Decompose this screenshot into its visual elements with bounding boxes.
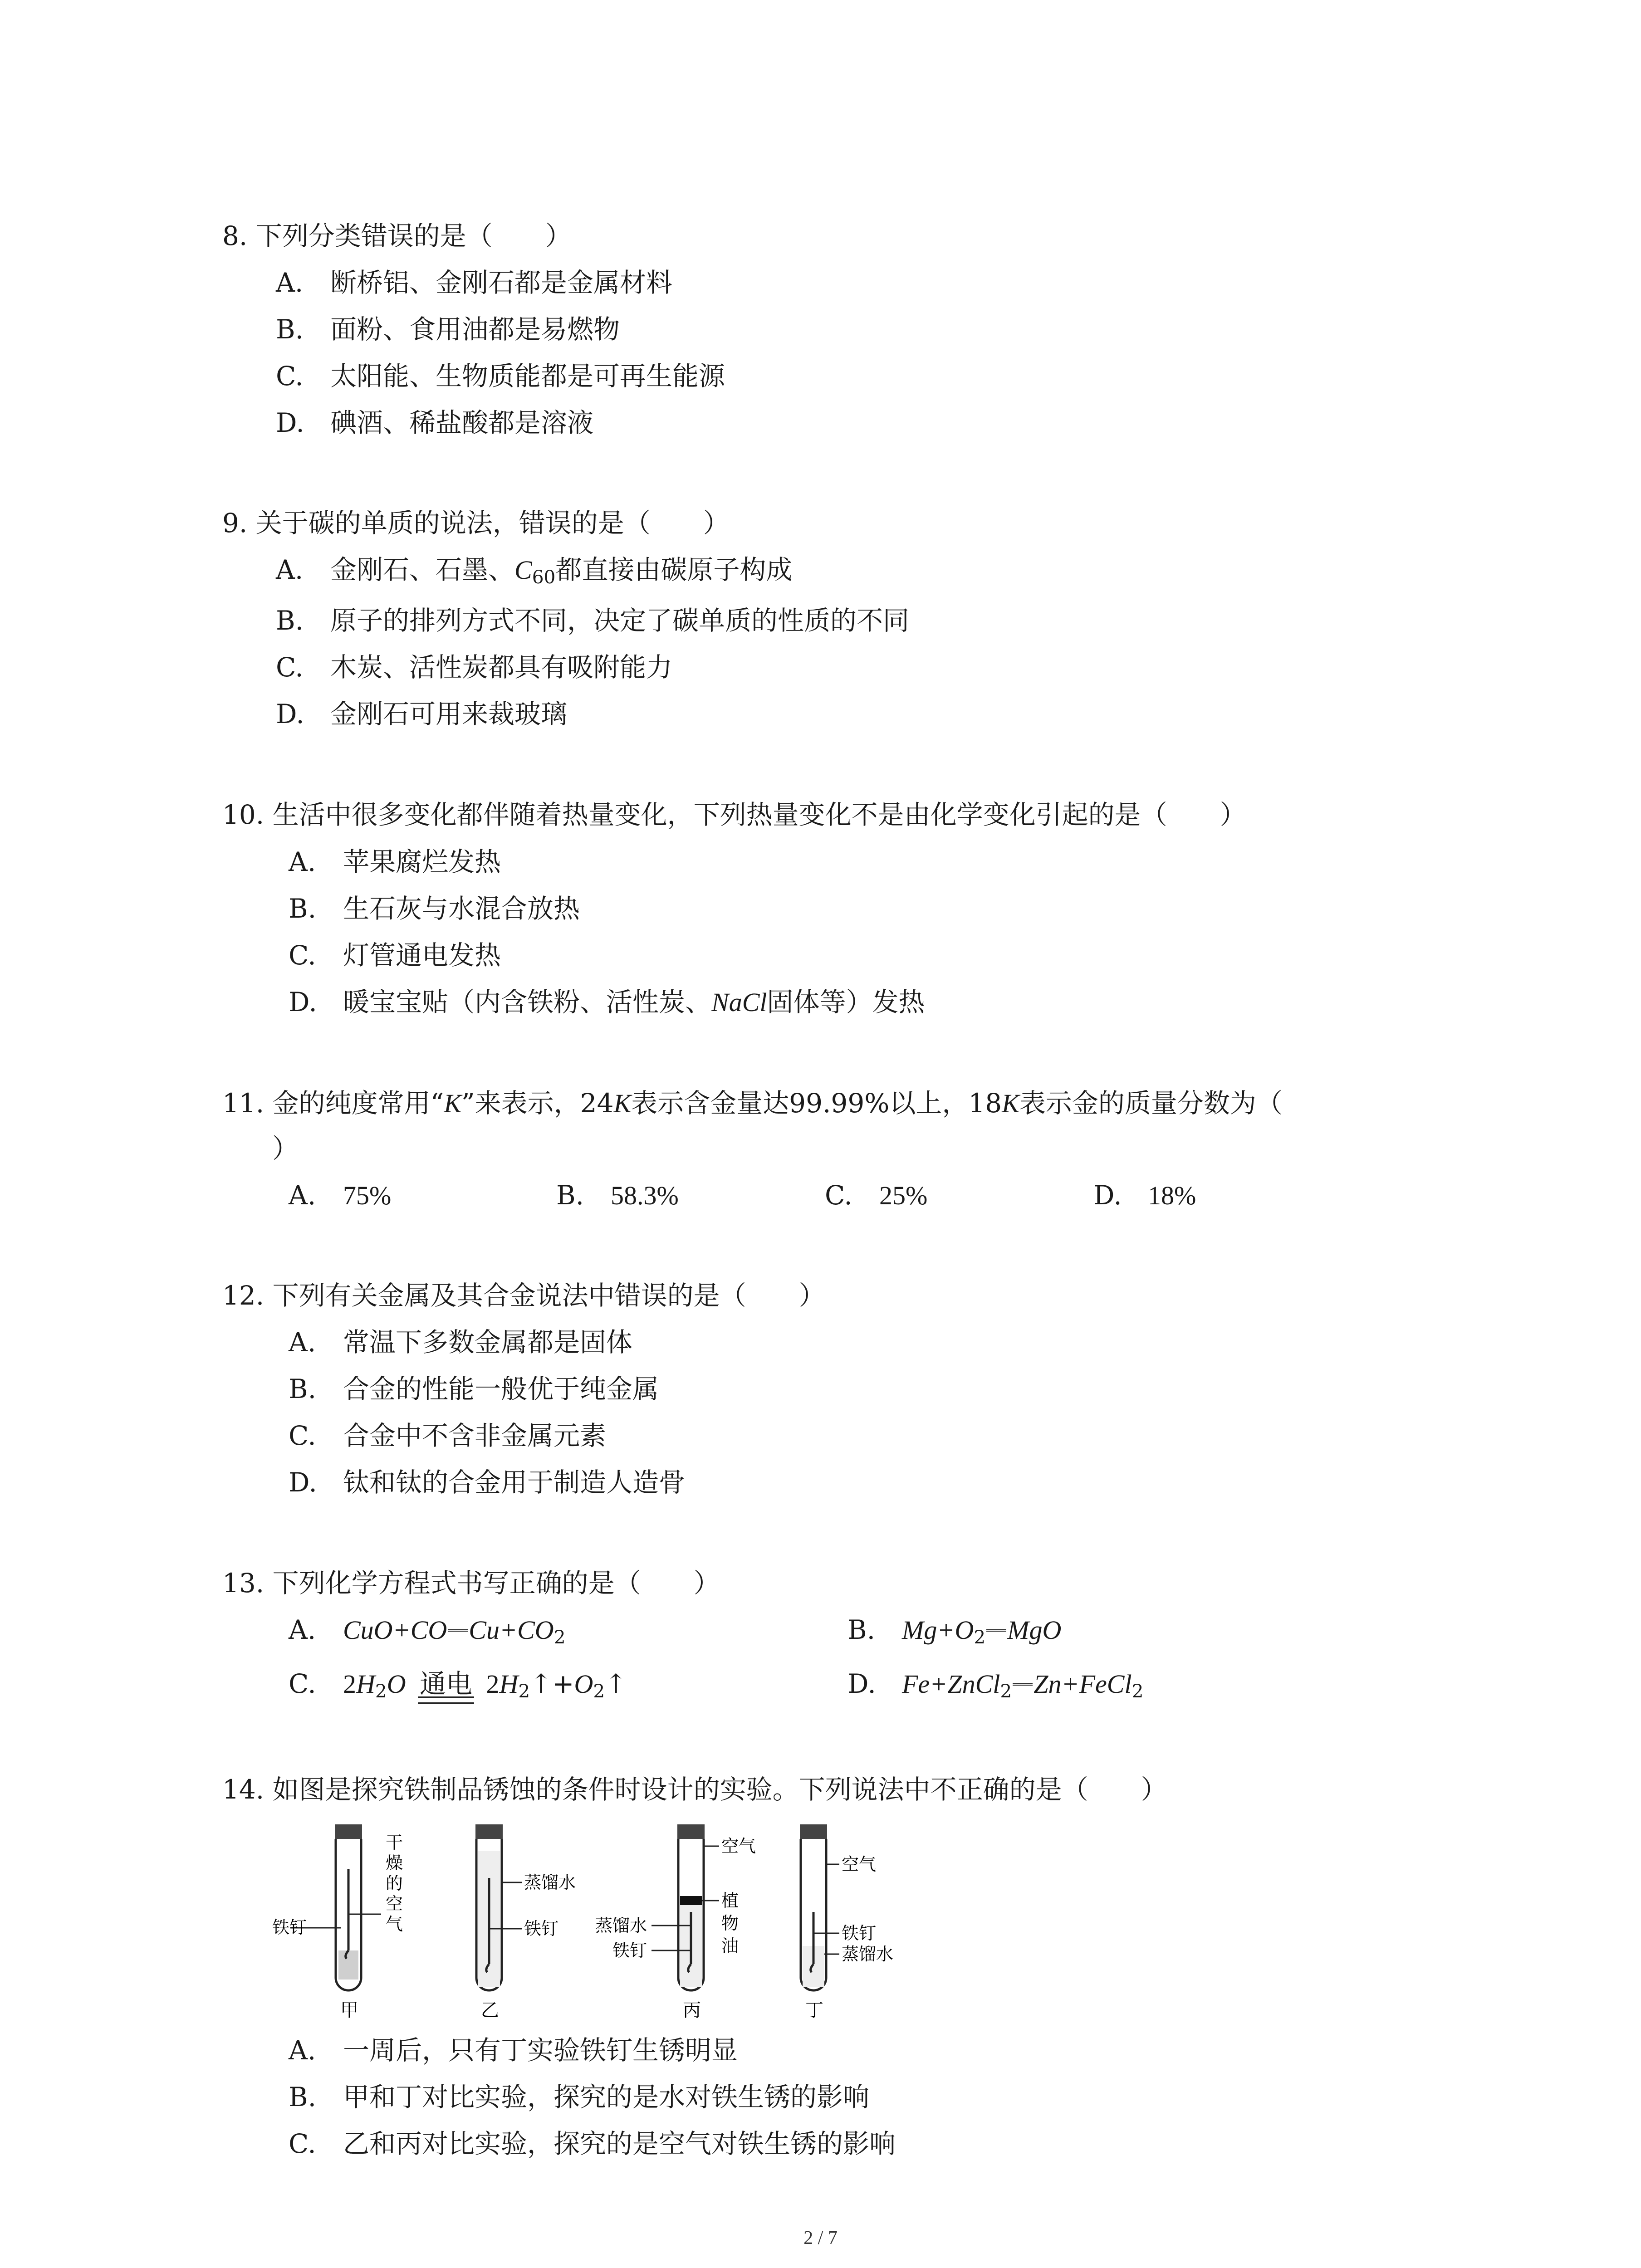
q8-option-d[interactable]: [276, 405, 593, 441]
q12-option-b[interactable]: [289, 1371, 659, 1407]
q11-option-b[interactable]: [556, 1177, 679, 1213]
option-text: 75%: [343, 1181, 392, 1210]
option-label: B.: [289, 2082, 317, 2112]
tube-stopper: [335, 1824, 362, 1839]
equation-lhs: Fe+ZnCl: [902, 1669, 1000, 1699]
nail-icon: [346, 1869, 348, 1959]
tube-jia: [272, 1824, 403, 2021]
option-text: 58.3%: [611, 1181, 679, 1210]
side-label-5: 气: [386, 1914, 403, 1934]
stem-text: 表示金的质量分数为（: [1019, 1088, 1283, 1119]
option-label: C.: [289, 1420, 316, 1451]
option-text: 面粉、食用油都是易燃物: [330, 314, 620, 345]
reaction-condition: 通电: [414, 1666, 478, 1702]
oil-layer: [680, 1896, 702, 1905]
option-label: C.: [276, 652, 304, 683]
nail-label: 铁钉: [612, 1941, 647, 1960]
q9-option-b[interactable]: [276, 602, 909, 639]
side-label-3: 的: [386, 1873, 403, 1893]
option-text: 碘酒、稀盐酸都是溶液: [330, 407, 594, 438]
option-label: C.: [289, 1668, 316, 1699]
nail-label: 铁钉: [524, 1919, 559, 1939]
option-text: 合金中不含非金属元素: [343, 1420, 607, 1451]
q11-option-c[interactable]: [825, 1177, 927, 1213]
nail-label: 铁钉: [842, 1923, 877, 1943]
q9-option-a[interactable]: [276, 552, 792, 588]
option-text: 乙和丙对比实验，探究的是空气对铁生锈的影响: [343, 2128, 896, 2159]
q9-stem: 9. 关于碳的单质的说法，错误的是（ ）: [222, 508, 730, 538]
option-text: 一周后，只有丁实验铁钉生锈明显: [343, 2035, 738, 2066]
equals-sign: [1013, 1683, 1033, 1688]
equals-sign: [448, 1629, 468, 1634]
formula: H: [356, 1669, 375, 1699]
q9-option-d[interactable]: [276, 696, 567, 732]
q13-option-a[interactable]: [289, 1612, 566, 1648]
option-label: B.: [289, 1374, 317, 1404]
equals-sign: [986, 1629, 1006, 1634]
option-label: C.: [276, 361, 304, 391]
water-label: 蒸馏水: [595, 1916, 647, 1936]
water-label: 蒸馏水: [524, 1872, 576, 1892]
air-label: 空气: [721, 1836, 756, 1856]
option-text: 甲和丁对比实验，探究的是水对铁生锈的影响: [343, 2082, 870, 2112]
option-label: D.: [276, 407, 304, 438]
caption: 丙: [683, 2000, 701, 2021]
option-label: C.: [825, 1180, 852, 1211]
formula: O: [387, 1669, 406, 1699]
option-label: A.: [276, 267, 304, 298]
option-label: A.: [289, 2035, 316, 2066]
option-label: B.: [276, 314, 304, 345]
subscript: 2: [1132, 1680, 1144, 1702]
equation-lhs: CuO+CO: [343, 1615, 447, 1645]
subscript: 2: [554, 1626, 566, 1648]
oil-label-3: 油: [721, 1936, 739, 1956]
option-text: 太阳能、生物质能都是可再生能源: [330, 361, 725, 391]
option-label: D.: [289, 987, 317, 1017]
water-label: 蒸馏水: [842, 1944, 894, 1964]
q12-stem: 12. 下列有关金属及其合金说法中错误的是（ ）: [222, 1280, 825, 1311]
option-label: B.: [289, 893, 317, 924]
option-label: A.: [289, 1614, 316, 1645]
q12-option-d[interactable]: [289, 1464, 685, 1501]
q13-option-b[interactable]: [847, 1612, 1061, 1648]
stem-text: 11. 金的纯度常用“: [222, 1088, 444, 1119]
q8-option-a[interactable]: [276, 264, 672, 301]
q10-option-b[interactable]: [289, 890, 580, 927]
option-text: 25%: [879, 1181, 928, 1210]
gas-arrow-icon: ↑: [530, 1668, 552, 1699]
coefficient: 2: [343, 1669, 356, 1699]
option-label: D.: [289, 1467, 317, 1498]
option-label: B.: [276, 605, 304, 636]
option-text: 暖宝宝贴（内含铁粉、活性炭、: [343, 987, 712, 1017]
option-label: D.: [1093, 1180, 1122, 1211]
formula: K: [613, 1089, 632, 1118]
tube-ding: [800, 1824, 893, 2021]
gas-arrow-icon: ↑: [605, 1668, 627, 1699]
q11-option-d[interactable]: [1093, 1177, 1196, 1213]
option-label: A.: [289, 846, 316, 877]
option-text: 原子的排列方式不同，决定了碳单质的性质的不同: [330, 605, 910, 636]
caption: 甲: [340, 2000, 358, 2021]
coefficient: 2: [486, 1669, 500, 1699]
option-text: 生石灰与水混合放热: [343, 893, 580, 924]
side-label-1: 干: [386, 1833, 403, 1853]
q14-stem: 14. 如图是探究铁制品锈蚀的条件时设计的实验。下列说法中不正确的是（ ）: [222, 1774, 1167, 1805]
option-label: C.: [289, 940, 316, 971]
equation-lhs: Mg+O: [902, 1615, 974, 1645]
q8-option-b[interactable]: [276, 311, 620, 347]
option-label: D.: [847, 1668, 876, 1699]
rust-experiment-figure: [272, 1814, 935, 2028]
subscript: 2: [375, 1680, 387, 1702]
subscript: 2: [974, 1626, 986, 1648]
q13-option-c[interactable]: [289, 1666, 627, 1702]
option-text: 苹果腐烂发热: [343, 846, 501, 877]
q10-option-c[interactable]: [289, 937, 501, 973]
q10-option-d[interactable]: [289, 984, 925, 1020]
q8-option-c[interactable]: [276, 358, 725, 394]
option-text: 金刚石、石墨、: [330, 554, 515, 585]
option-label: D.: [276, 699, 304, 729]
side-label-2: 燥: [386, 1853, 403, 1873]
option-text: 固体等）发热: [767, 987, 925, 1017]
option-text: 木炭、活性炭都具有吸附能力: [330, 652, 673, 683]
tube-yi: [475, 1824, 576, 2021]
option-label: A.: [289, 1180, 316, 1211]
subscript: 2: [593, 1680, 605, 1702]
q13-stem: 13. 下列化学方程式书写正确的是（ ）: [222, 1568, 720, 1598]
caption: 丁: [805, 2000, 823, 2021]
nail-label: 铁钉: [272, 1917, 307, 1937]
formula: NaCl: [711, 987, 767, 1017]
side-label-4: 空: [386, 1894, 403, 1914]
q12-option-a[interactable]: [289, 1324, 632, 1360]
tube-stopper: [677, 1824, 705, 1839]
option-label: C.: [289, 2128, 316, 2159]
option-label: B.: [556, 1180, 584, 1211]
q8-stem: 8. 下列分类错误的是（ ）: [222, 220, 572, 251]
q14-option-b[interactable]: [289, 2079, 869, 2115]
option-text: 金刚石可用来裁玻璃: [330, 699, 568, 729]
plus-sign: +: [552, 1668, 574, 1699]
option-text: 合金的性能一般优于纯金属: [343, 1374, 659, 1404]
formula: O: [574, 1669, 593, 1699]
q11-stem: [222, 1085, 1283, 1121]
subscript: 2: [1000, 1680, 1012, 1702]
tube-stopper: [800, 1824, 827, 1839]
tube-bing: [595, 1824, 756, 2021]
q11-stem-cont: ）: [272, 1133, 299, 1164]
equation-rhs: MgO: [1007, 1615, 1062, 1645]
q14-option-a[interactable]: [289, 2032, 738, 2068]
q12-option-c[interactable]: [289, 1418, 606, 1454]
desiccant: [338, 1950, 358, 1980]
q13-option-d[interactable]: [847, 1666, 1143, 1702]
option-label: B.: [847, 1614, 876, 1645]
page-number: 2 / 7: [803, 2228, 838, 2248]
option-text: 灯管通电发热: [343, 940, 501, 971]
formula: K: [1002, 1089, 1019, 1118]
equation-rhs: Zn+FeCl: [1034, 1669, 1132, 1699]
option-label: A.: [276, 554, 304, 585]
q10-stem: 10. 生活中很多变化都伴随着热量变化，下列热量变化不是由化学变化引起的是（ ）: [222, 799, 1246, 830]
oil-label-1: 植: [721, 1891, 739, 1911]
q9-option-c[interactable]: [276, 649, 672, 685]
option-text: 钛和钛的合金用于制造人造骨: [343, 1467, 686, 1498]
q11-option-a[interactable]: [289, 1177, 391, 1213]
q10-option-a[interactable]: [289, 844, 501, 880]
option-text: 都直接由碳原子构成: [555, 554, 793, 585]
option-text: 18%: [1148, 1181, 1196, 1210]
formula: K: [444, 1089, 462, 1118]
equation-rhs: Cu+CO: [469, 1615, 554, 1645]
stem-text: 表示含金量达99.99%以上，18: [631, 1088, 1002, 1119]
tube-stopper: [475, 1824, 503, 1839]
subscript: 60: [532, 566, 556, 588]
formula: C: [514, 555, 532, 585]
option-text: 断桥铝、金刚石都是金属材料: [330, 267, 673, 298]
stem-text: ”来表示，24: [461, 1088, 614, 1119]
q14-option-c[interactable]: [289, 2126, 896, 2162]
caption: 乙: [481, 2000, 499, 2021]
option-text: 常温下多数金属都是固体: [343, 1327, 633, 1358]
option-label: A.: [289, 1327, 316, 1358]
oil-label-2: 物: [721, 1913, 739, 1933]
air-label: 空气: [842, 1854, 877, 1874]
subscript: 2: [518, 1680, 530, 1702]
formula: H: [499, 1669, 519, 1699]
